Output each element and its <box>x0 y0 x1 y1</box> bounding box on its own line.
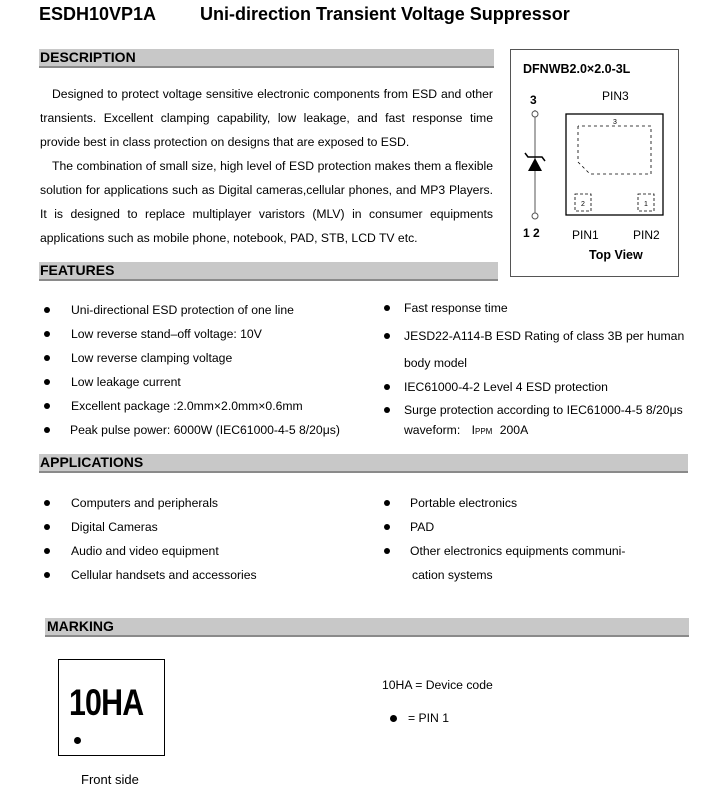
bullet-icon <box>384 305 390 311</box>
ipp-subscript: PPM <box>475 427 493 436</box>
ipp-value: 200A <box>499 423 529 437</box>
application-item: Computers and peripherals <box>71 496 219 510</box>
package-outline <box>566 114 663 215</box>
pad-1-number: 1 <box>644 201 648 208</box>
bullet-icon <box>384 524 390 530</box>
feature-item: Surge protection according to IEC61000-4-5 8/20μs <box>404 403 683 417</box>
bullet-icon <box>44 331 50 337</box>
description-paragraph-1: Designed to protect voltage sensitive electronic components from ESD and other transients. Excellent clamping capability, low leakage, and fast response time provide best in class protection on designs that are exposed to ESD. <box>40 87 493 149</box>
pin1-dot-icon <box>74 737 81 744</box>
feature-item: Excellent package :2.0mm×2.0mm×0.6mm <box>71 399 303 413</box>
diode-icon <box>528 158 542 171</box>
part-number: ESDH10VP1A <box>39 4 157 24</box>
application-item: Digital Cameras <box>71 520 158 534</box>
package-name: DFNWB2.0×2.0-3L <box>523 62 631 76</box>
bullet-icon <box>384 333 390 339</box>
marking-heading: MARKING <box>45 618 689 637</box>
application-item-continued: cation systems <box>412 568 493 582</box>
application-item: Audio and video equipment <box>71 544 219 558</box>
bullet-icon <box>384 407 390 413</box>
package-drawing <box>511 50 680 278</box>
feature-item: Low reverse clamping voltage <box>71 351 233 365</box>
front-side-label: Front side <box>81 772 139 787</box>
bullet-icon <box>44 307 50 313</box>
feature-item: IEC61000-4-2 Level 4 ESD protection <box>404 380 608 394</box>
feature-item-continued <box>404 423 528 439</box>
bullet-icon <box>384 384 390 390</box>
feature-item: Peak pulse power: 6000W (IEC61000-4-5 8/20μs) <box>70 423 340 437</box>
description-heading: DESCRIPTION <box>39 49 494 68</box>
application-item: PAD <box>410 520 435 534</box>
bullet-icon <box>44 403 50 409</box>
pin2-label: PIN2 <box>633 228 660 242</box>
bullet-icon <box>44 548 50 554</box>
pad-3-number: 3 <box>613 119 617 126</box>
pad-2-number: 2 <box>581 201 585 208</box>
bullet-icon <box>44 572 50 578</box>
package-diagram <box>510 49 679 277</box>
pin3-number: 3 <box>530 93 537 107</box>
feature-item-continued: body model <box>404 356 468 370</box>
features-heading: FEATURES <box>39 262 498 281</box>
bullet-icon <box>384 500 390 506</box>
ipp-symbol: I <box>471 423 475 437</box>
bullet-icon <box>44 355 50 361</box>
bullet-icon <box>44 427 50 433</box>
description-text <box>40 82 493 250</box>
marking-code: 10HA <box>69 682 144 723</box>
bullet-icon <box>384 548 390 554</box>
applications-heading: APPLICATIONS <box>39 454 688 473</box>
feature-item: Fast response time <box>404 301 508 315</box>
application-item: Cellular handsets and accessories <box>71 568 257 582</box>
application-item: Portable electronics <box>410 496 518 510</box>
pins12-number: 1 2 <box>523 226 540 240</box>
feature-item: Low reverse stand–off voltage: 10V <box>71 327 262 341</box>
waveform-label: waveform: <box>404 423 461 437</box>
feature-item: Low leakage current <box>71 375 181 389</box>
bullet-icon <box>44 500 50 506</box>
terminal-12-icon <box>532 213 538 219</box>
page-title: Uni-direction Transient Voltage Suppressor <box>200 4 570 24</box>
description-paragraph-2: The combination of small size, high level of ESD protection makes them a flexible solution for applications such as Digital cameras,cellular phones, and MP3 Players. It is designed to replace multiplayer varistors (MLV) in consumer equipments applications such as mobile phone, notebook, PAD, STB, LCD TV etc. <box>40 159 493 245</box>
terminal-3-icon <box>532 111 538 117</box>
bullet-icon <box>44 379 50 385</box>
top-view-label: Top View <box>589 248 643 262</box>
marking-box <box>58 659 165 756</box>
device-code-description: 10HA = Device code <box>382 678 493 692</box>
pad-3-outline <box>578 126 651 174</box>
pin1-dot-icon <box>390 715 397 722</box>
pin1-label: PIN1 <box>572 228 599 242</box>
feature-item: Uni-directional ESD protection of one line <box>71 303 294 317</box>
application-item: Other electronics equipments communi- <box>410 544 626 558</box>
pin3-label: PIN3 <box>602 89 629 103</box>
bullet-icon <box>44 524 50 530</box>
feature-item: JESD22-A114-B ESD Rating of class 3B per human <box>404 329 685 343</box>
pin1-description: = PIN 1 <box>408 711 449 725</box>
